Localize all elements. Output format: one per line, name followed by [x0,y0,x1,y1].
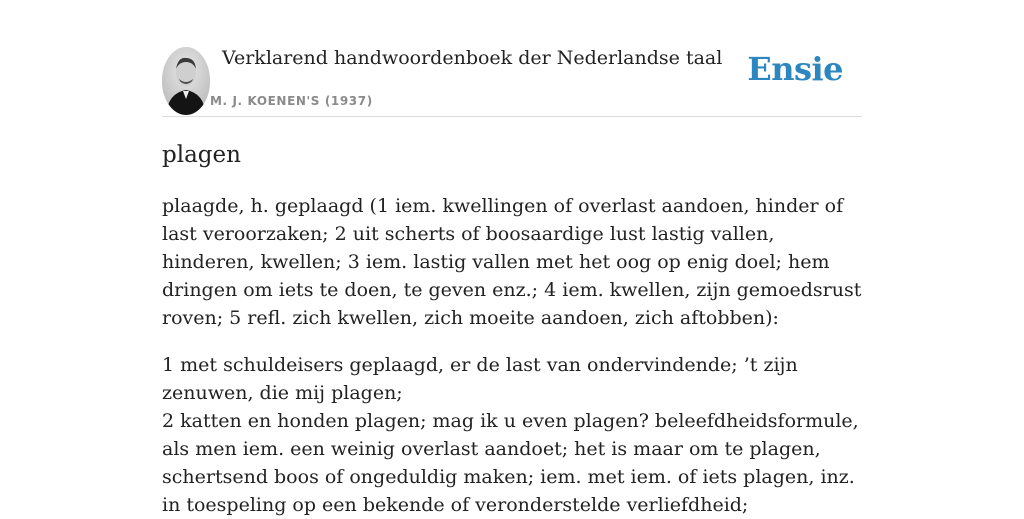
dictionary-header [162,0,862,117]
ensie-logo-link[interactable]: Ensie [747,50,843,88]
example-2: 2 katten en honden plagen; mag ik u even plagen? beleefdheidsformule, als men iem. een weinig overlast aandoet; het is maar om te plagen, schertsend boos of ongeduldig maken; iem. met iem. of iets plagen, inz. in toespeling op een bekende of veronderstelde verliefdheid; [162,410,859,516]
portrait-image [162,47,210,115]
author-portrait [162,47,210,115]
page-content [162,0,862,516]
entry-definition [162,192,862,332]
definition-text: plaagde, h. geplaagd (1 iem. kwellingen of overlast aandoen, hinder of last veroorzaken; 2 uit scherts of boosaardige lust lastig vallen, hinderen, kwellen; 3 iem. lastig vallen met het oog op enig doel; hem dringen om iets te doen, te geven enz.; 4 iem. kwellen, zijn gemoedsrust roven; 5 refl. zich kwellen, zich moeite aandoen, zich aftobben): [162,195,862,329]
example-1: 1 met schuldeisers geplaagd, er de last van ondervindende; ’t zijn zenuwen, die mij plagen; [162,354,798,404]
entry-headword: plagen [162,142,241,168]
entry-examples [162,351,862,519]
dictionary-author: M. J. KOENEN'S (1937) [210,94,373,108]
dictionary-title: Verklarend handwoordenboek der Nederlandse taal [222,47,723,69]
